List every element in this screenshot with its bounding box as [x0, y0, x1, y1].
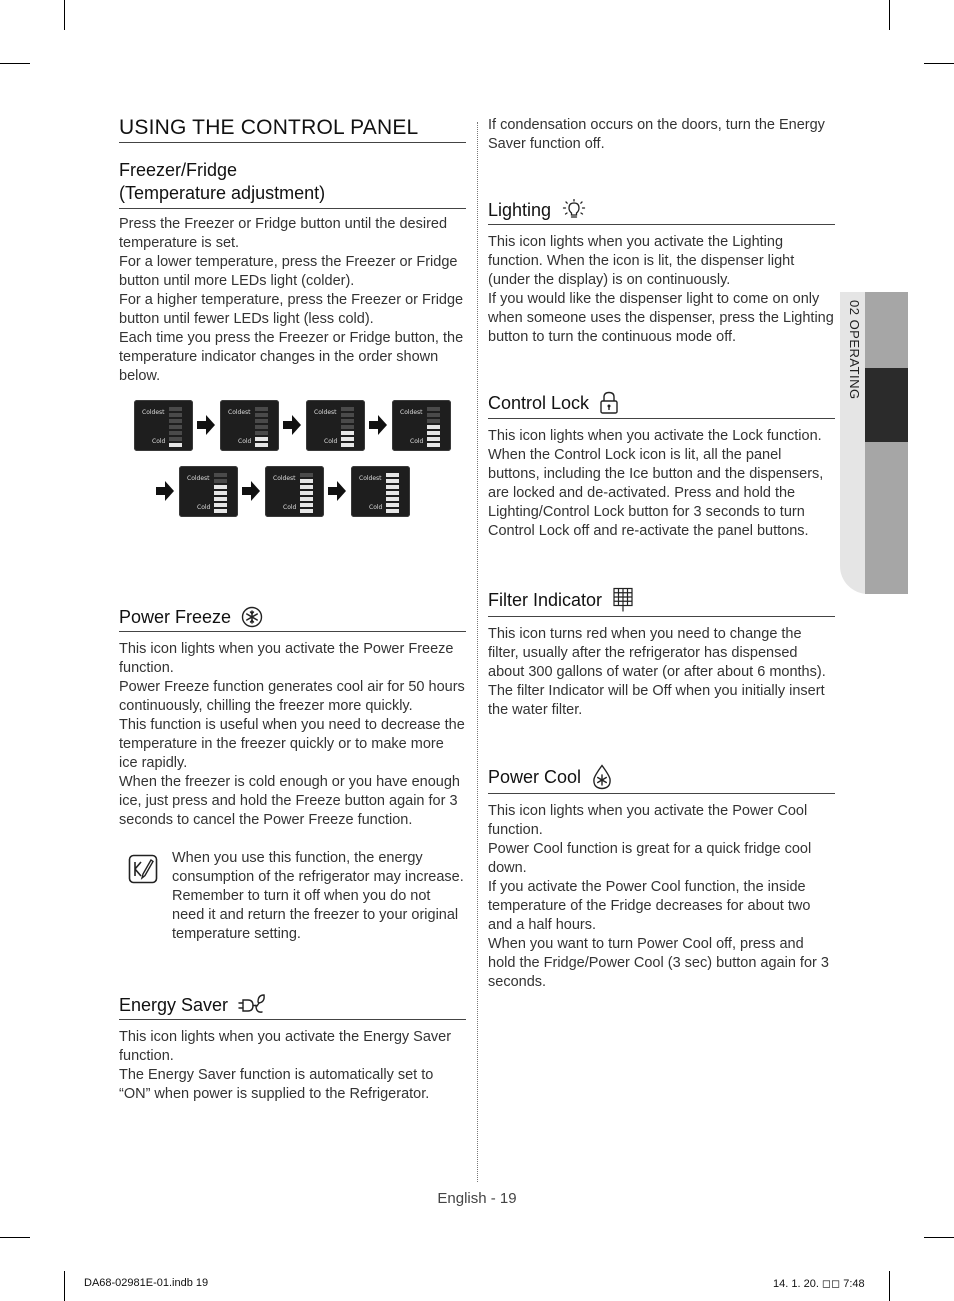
led-segment	[427, 431, 440, 435]
paragraph: Remember to turn it off when you do not need it and return the freezer to your original temperature setting.	[172, 888, 459, 942]
led-segment	[341, 443, 354, 447]
led-segment	[300, 485, 313, 489]
led-segment	[255, 431, 268, 435]
led-segment	[255, 437, 268, 441]
led-segment	[255, 425, 268, 429]
paragraph: If you would like the dispenser light to come on only when someone uses the dispenser, press the Lighting button to turn the continuous mode off.	[488, 291, 834, 345]
led-segment	[169, 443, 182, 447]
paragraph: When you use this function, the energy consumption of the refrigerator may increase.	[172, 850, 464, 885]
led-segment	[255, 413, 268, 417]
energy-saver-heading	[119, 994, 466, 1020]
indicator-coldest-label: Coldest	[228, 409, 251, 416]
snowflake-icon	[241, 606, 263, 628]
temperature-indicator-panel	[220, 400, 279, 451]
left-column	[119, 116, 466, 1104]
led-segment	[341, 437, 354, 441]
led-segment	[169, 425, 182, 429]
column-divider	[477, 122, 478, 1182]
led-segment	[341, 425, 354, 429]
power-cool-heading	[488, 764, 835, 794]
led-segment	[255, 419, 268, 423]
led-segment	[300, 479, 313, 483]
led-segment	[214, 473, 227, 477]
led-segment	[300, 503, 313, 507]
tab-active-marker	[865, 368, 908, 442]
crop-mark	[924, 63, 954, 64]
paragraph: The Energy Saver function is automatically set to “ON” when power is supplied to the Refrigerator.	[119, 1067, 434, 1102]
tab-gray-band	[865, 292, 908, 594]
paragraph: If you activate the Power Cool function, the inside temperature of the Fridge decreases for about two and a half hours.	[488, 879, 811, 933]
power-freeze-heading	[119, 606, 466, 632]
crop-mark	[889, 1271, 890, 1301]
arrow-shape	[283, 415, 301, 435]
sequence-arrow-icon	[197, 415, 215, 435]
temperature-indicator-panel	[306, 400, 365, 451]
filter-indicator-heading	[488, 587, 835, 617]
print-date: 14. 1. 20. ◻◻ 7:48	[773, 1278, 865, 1290]
crop-mark	[64, 1271, 65, 1301]
crop-mark	[64, 0, 65, 30]
power-cool-text	[488, 802, 835, 992]
water-drop-snowflake-icon	[591, 764, 613, 790]
led-segment	[255, 443, 268, 447]
led-segment	[341, 431, 354, 435]
indicator-coldest-label: Coldest	[187, 475, 210, 482]
paragraph: This icon lights when you activate the Lock function. When the Control Lock icon is lit, all the panel buttons, including the Ice button and the dispensers, are locked and de-activated. Press and hold the Lighting/Control Lock button for 3 seconds to turn Control Lock off and re-activate the panel buttons.	[488, 428, 824, 539]
print-file-name: DA68-02981E-01.indb 19	[84, 1277, 209, 1289]
indicator-cold-label: Cold	[197, 504, 211, 511]
indicator-coldest-label: Coldest	[142, 409, 165, 416]
paragraph: For a higher temperature, press the Freezer or Fridge button until fewer LEDs light (less cold).	[119, 292, 464, 327]
condensation-text	[488, 116, 835, 154]
crop-mark	[0, 1237, 30, 1238]
control-lock-heading	[488, 391, 835, 419]
power-freeze-title: Power Freeze	[119, 606, 232, 627]
led-bar-stack	[341, 407, 354, 449]
led-segment	[427, 407, 440, 411]
led-bar-stack	[427, 407, 440, 449]
paragraph: When you want to turn Power Cool off, press and hold the Fridge/Power Cool (3 sec) button again for 3 seconds.	[488, 936, 829, 990]
page-title: USING THE CONTROL PANEL	[119, 116, 466, 143]
arrow-shape	[242, 481, 260, 501]
led-segment	[169, 419, 182, 423]
sequence-arrow-icon	[283, 415, 301, 435]
temperature-sequence-diagram	[119, 396, 466, 586]
sequence-arrow-icon	[242, 481, 260, 501]
sequence-arrow-icon	[328, 481, 346, 501]
led-segment	[169, 437, 182, 441]
indicator-cold-label: Cold	[410, 438, 424, 445]
arrow-shape	[369, 415, 387, 435]
arrow-shape	[197, 415, 215, 435]
paragraph: For a lower temperature, press the Freezer or Fridge button until more LEDs light (colder).	[119, 254, 458, 289]
freezer-fridge-heading	[119, 159, 466, 209]
led-segment	[341, 407, 354, 411]
led-bar-stack	[300, 473, 313, 515]
led-segment	[427, 419, 440, 423]
temperature-indicator-panel	[351, 466, 410, 517]
lighting-text	[488, 233, 835, 347]
paragraph: When the freezer is cold enough or you have enough ice, just press and hold the Freeze button again for 3 seconds to cancel the Power Freeze function.	[119, 774, 460, 828]
led-segment	[427, 425, 440, 429]
temperature-indicator-panel	[179, 466, 238, 517]
paragraph: Power Freeze function generates cool air for 50 hours continuously, chilling the freezer more quickly.	[119, 679, 465, 714]
padlock-icon	[599, 391, 619, 415]
indicator-coldest-label: Coldest	[400, 409, 423, 416]
led-bar-stack	[214, 473, 227, 515]
led-segment	[386, 479, 399, 483]
energy-saver-text	[119, 1028, 466, 1104]
paragraph: If condensation occurs on the doors, turn the Energy Saver function off.	[488, 117, 825, 152]
indicator-coldest-label: Coldest	[273, 475, 296, 482]
freezer-fridge-heading-line1: Freezer/Fridge	[119, 160, 238, 180]
led-bar-stack	[255, 407, 268, 449]
led-segment	[341, 413, 354, 417]
led-segment	[214, 509, 227, 513]
crop-mark	[924, 1237, 954, 1238]
led-segment	[169, 407, 182, 411]
led-bar-stack	[169, 407, 182, 449]
plug-leaf-icon	[238, 994, 266, 1016]
sequence-arrow-icon	[156, 481, 174, 501]
led-segment	[214, 497, 227, 501]
right-column	[488, 116, 835, 992]
control-lock-text	[488, 427, 835, 541]
paragraph: This function is useful when you need to decrease the temperature in the freezer quickly or to make more ice rapidly.	[119, 717, 465, 771]
led-segment	[341, 419, 354, 423]
temperature-indicator-panel	[134, 400, 193, 451]
led-segment	[386, 503, 399, 507]
paragraph: This icon lights when you activate the Energy Saver function.	[119, 1029, 452, 1064]
led-segment	[427, 437, 440, 441]
power-cool-title: Power Cool	[488, 766, 582, 787]
chapter-label: 02 OPERATING	[847, 300, 862, 400]
control-lock-title: Control Lock	[488, 392, 590, 413]
led-segment	[214, 503, 227, 507]
power-freeze-text	[119, 640, 466, 830]
filter-indicator-title: Filter Indicator	[488, 589, 603, 610]
temperature-indicator-panel	[392, 400, 451, 451]
led-segment	[214, 485, 227, 489]
energy-saver-title: Energy Saver	[119, 994, 229, 1015]
crop-mark	[0, 63, 30, 64]
arrow-shape	[328, 481, 346, 501]
led-segment	[386, 497, 399, 501]
led-segment	[427, 413, 440, 417]
paragraph: This icon lights when you activate the Power Cool function.	[488, 803, 808, 838]
lighting-heading	[488, 199, 835, 225]
note-box	[119, 850, 466, 944]
filter-grid-icon	[612, 587, 634, 613]
led-segment	[427, 443, 440, 447]
paragraph: This icon lights when you activate the Power Freeze function.	[119, 641, 454, 676]
note-pencil-icon	[128, 854, 158, 884]
indicator-coldest-label: Coldest	[314, 409, 337, 416]
indicator-cold-label: Cold	[369, 504, 383, 511]
indicator-cold-label: Cold	[238, 438, 252, 445]
chapter-side-tab	[840, 292, 908, 594]
led-segment	[214, 479, 227, 483]
led-segment	[386, 473, 399, 477]
indicator-coldest-label: Coldest	[359, 475, 382, 482]
paragraph: The filter Indicator will be Off when you initially insert the water filter.	[488, 683, 825, 718]
crop-mark	[889, 0, 890, 30]
indicator-cold-label: Cold	[283, 504, 297, 511]
led-segment	[386, 509, 399, 513]
filter-indicator-text	[488, 625, 835, 720]
led-segment	[255, 407, 268, 411]
led-segment	[386, 485, 399, 489]
freezer-fridge-text	[119, 215, 466, 386]
note-text	[172, 849, 466, 944]
paragraph: This icon lights when you activate the Lighting function. When the icon is lit, the dispenser light (under the display) is on continuously.	[488, 234, 795, 288]
led-segment	[300, 491, 313, 495]
led-segment	[386, 491, 399, 495]
arrow-shape	[156, 481, 174, 501]
temperature-indicator-panel	[265, 466, 324, 517]
indicator-cold-label: Cold	[152, 438, 166, 445]
led-segment	[169, 413, 182, 417]
page-number: English - 19	[437, 1190, 517, 1207]
paragraph: Press the Freezer or Fridge button until the desired temperature is set.	[119, 216, 448, 251]
indicator-cold-label: Cold	[324, 438, 338, 445]
led-bar-stack	[386, 473, 399, 515]
freezer-fridge-heading-line2: (Temperature adjustment)	[119, 183, 326, 203]
paragraph: Each time you press the Freezer or Fridge button, the temperature indicator changes in the order shown below.	[119, 330, 464, 384]
led-segment	[300, 473, 313, 477]
paragraph: This icon turns red when you need to change the filter, usually after the refrigerator has dispensed about 300 gallons of water (or after about 6 months).	[488, 626, 826, 680]
led-segment	[214, 491, 227, 495]
sequence-arrow-icon	[369, 415, 387, 435]
paragraph: Power Cool function is great for a quick fridge cool down.	[488, 841, 812, 876]
led-segment	[300, 497, 313, 501]
led-segment	[300, 509, 313, 513]
led-segment	[169, 431, 182, 435]
light-bulb-icon	[561, 199, 587, 221]
lighting-title: Lighting	[488, 199, 552, 220]
